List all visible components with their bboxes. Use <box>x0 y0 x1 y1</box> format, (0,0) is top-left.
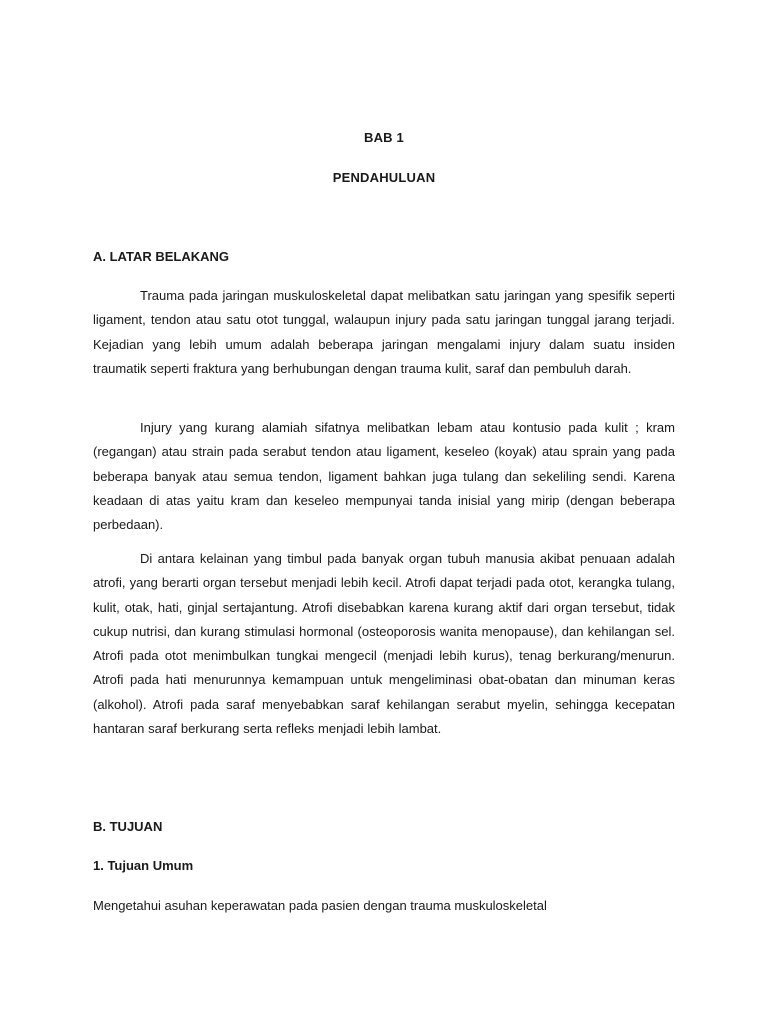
chapter-title: PENDAHULUAN <box>332 170 436 185</box>
section-heading-tujuan: B. TUJUAN <box>93 819 163 834</box>
section-heading-latar-belakang: A. LATAR BELAKANG <box>93 249 230 264</box>
paragraph-3: Di antara kelainan yang timbul pada banyak organ tubuh manusia akibat penuaan adalah atrofi, yang berarti organ tersebut menjadi lebih kecil. Atrofi dapat terjadi pada otot, kerangka tulang, kulit, otak, hati, ginjal sertajantung. Atrofi disebabkan karena kurang aktif dari organ tersebut, tidak cukup nutrisi, dan kurang stimulasi hormonal (osteoporosis wanita menopause), dan kehilangan sel. Atrofi pada otot menimbulkan tungkai mengecil (menjadi lebih kurus), tenag berkurang/menurun. Atrofi pada hati menurunnya kemampuan untuk mengeliminasi obat-obatan dan minuman keras (alkohol). Atrofi pada saraf menyebabkan saraf kehilangan serabut myelin, sehingga kecepatan hantaran saraf berkurang serta refleks menjadi lebih lambat. <box>93 551 675 737</box>
tujuan-umum-text: Mengetahui asuhan keperawatan pada pasien dengan trauma muskuloskeletal <box>93 898 547 913</box>
sub-heading-tujuan-umum: 1. Tujuan Umum <box>93 858 194 873</box>
paragraph-2: Injury yang kurang alamiah sifatnya melibatkan lebam atau kontusio pada kulit ; kram (regangan) atau strain pada serabut tendon atau ligament, keseleo (koyak) atau sprain yang pada beberapa banyak atau semua tendon, ligament bahkan juga tulang dan sekeliling sendi. Karena keadaan di atas yaitu kram dan keseleo mempunyai tanda inisial yang mirip (dengan beberapa perbedaan). <box>93 420 675 533</box>
paragraph-1: Trauma pada jaringan muskuloskeletal dapat melibatkan satu jaringan yang spesifik seperti ligament, tendon atau satu otot tunggal, walaupun injury pada satu jaringan tunggal jarang terjadi. Kejadian yang lebih umum adalah beberapa jaringan mengalami injury dalam suatu insiden traumatik seperti fraktura yang berhubungan dengan trauma kulit, saraf dan pembuluh darah. <box>93 288 675 376</box>
chapter-number: BAB 1 <box>363 130 404 145</box>
